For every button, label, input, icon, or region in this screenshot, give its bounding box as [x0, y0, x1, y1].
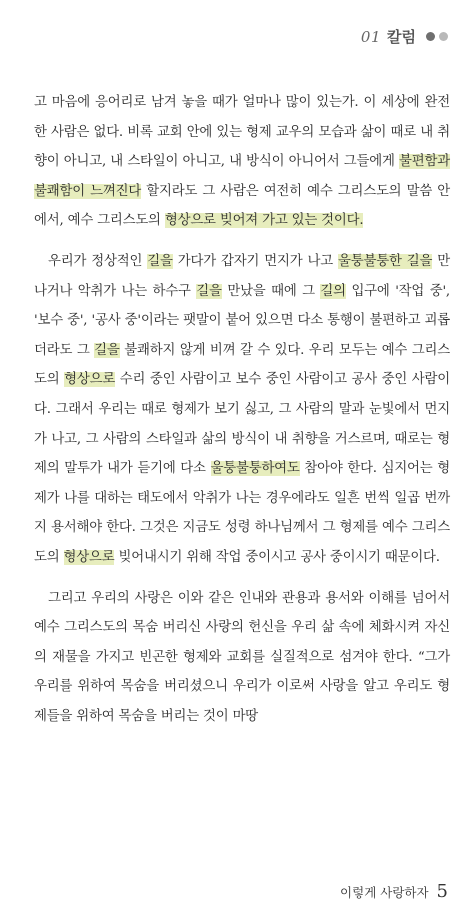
text-segment: 만나거나 악취가 나는 하수구: [34, 253, 450, 299]
page-footer: [340, 881, 448, 902]
highlighted-text: 형상으로: [64, 372, 116, 388]
text-segment: 우리가 정상적인: [48, 253, 148, 269]
page-header: [361, 26, 448, 47]
text-segment: 할지라도 그 사람은 여전히 예수 그리스도의 말씀 안에서, 예수 그리스도의: [34, 183, 450, 229]
highlighted-text: 길을: [94, 342, 120, 358]
chapter-number: 01: [360, 27, 382, 46]
dot-dark-icon: [426, 32, 435, 41]
text-segment: 수리 중인 사람이고 보수 중인 사람이고 공사 중인 사람이다. 그래서 우리는 때로 형제가 보기 싫고, 그 사람의 말과 눈빛에서 먼지가 나고, 그 사람의 스타일과 삶의 방식이 내 취향을 거스르며, 때로는 형제의 말투가 내가 듣기에 다소: [34, 372, 450, 477]
page-number: 5: [436, 881, 448, 902]
highlighted-text: 형상으로: [63, 549, 115, 565]
highlighted-text: 불편함과 불쾌함이 느껴진다: [34, 154, 450, 199]
paragraph: [34, 584, 450, 732]
text-segment: 불쾌하지 않게 비껴 갈 수 있다. 우리 모두는 예수 그리스도의: [34, 342, 450, 388]
paragraph: [34, 247, 450, 573]
highlighted-text: 울퉁불퉁한 길을: [338, 253, 433, 269]
highlighted-text: 울퉁불퉁하여도: [210, 461, 300, 477]
dot-light-icon: [439, 32, 448, 41]
text-segment: 만났을 때에 그: [221, 283, 321, 299]
paragraph: [34, 88, 450, 236]
body-text: [34, 88, 450, 742]
text-segment: 가다가 갑자기 먼지가 나고: [172, 253, 339, 269]
highlighted-text: 길의: [320, 283, 346, 299]
highlighted-text: 형상으로 빚어져 가고 있는 것이다.: [164, 213, 364, 229]
highlighted-text: 길을: [196, 283, 222, 299]
header-dots: [426, 32, 448, 41]
running-title: 이렇게 사랑하자: [340, 885, 429, 900]
highlighted-text: 길을: [147, 253, 173, 269]
text-segment: 그리고 우리의 사랑은 이와 같은 인내와 관용과 용서와 이해를 넘어서 예수 그리스도의 목숨 버리신 사랑의 헌신을 우리 삶 속에 체화시켜 자신의 재물을 가지고 빈곤한 형제와 교회를 실질적으로 섬겨야 한다. “그가 우리를 위하여 목숨을 버리셨으니 우리가 이로써 사랑을 알고 우리도 형제들을 위하여 목숨을 버리는 것이 마땅: [34, 590, 450, 724]
text-segment: 고 마음에 응어리로 남겨 놓을 때가 얼마나 많이 있는가. 이 세상에 완전한 사람은 없다. 비록 교회 안에 있는 형제 교우의 모습과 삶이 때로 내 취향이 아니고, 내 스타일이 아니고, 내 방식이 아니어서 그들에게: [34, 95, 450, 170]
section-title: 칼럼: [387, 28, 416, 46]
text-segment: 빚어내시기 위해 작업 중이시고 공사 중이시기 때문이다.: [114, 549, 440, 565]
text-segment: 참아야 한다. 심지어는 형제가 나를 대하는 태도에서 악취가 나는 경우에라도 일흔 번씩 일곱 번까지 용서해야 한다. 그것은 지금도 성령 하나님께서 그 형제를 예수 그리스도의: [34, 461, 450, 565]
text-segment: 입구에 '작업 중', '보수 중', '공사 중'이라는 팻말이 붙어 있으면 다소 통행이 불편하고 괴롭더라도 그: [34, 283, 450, 358]
